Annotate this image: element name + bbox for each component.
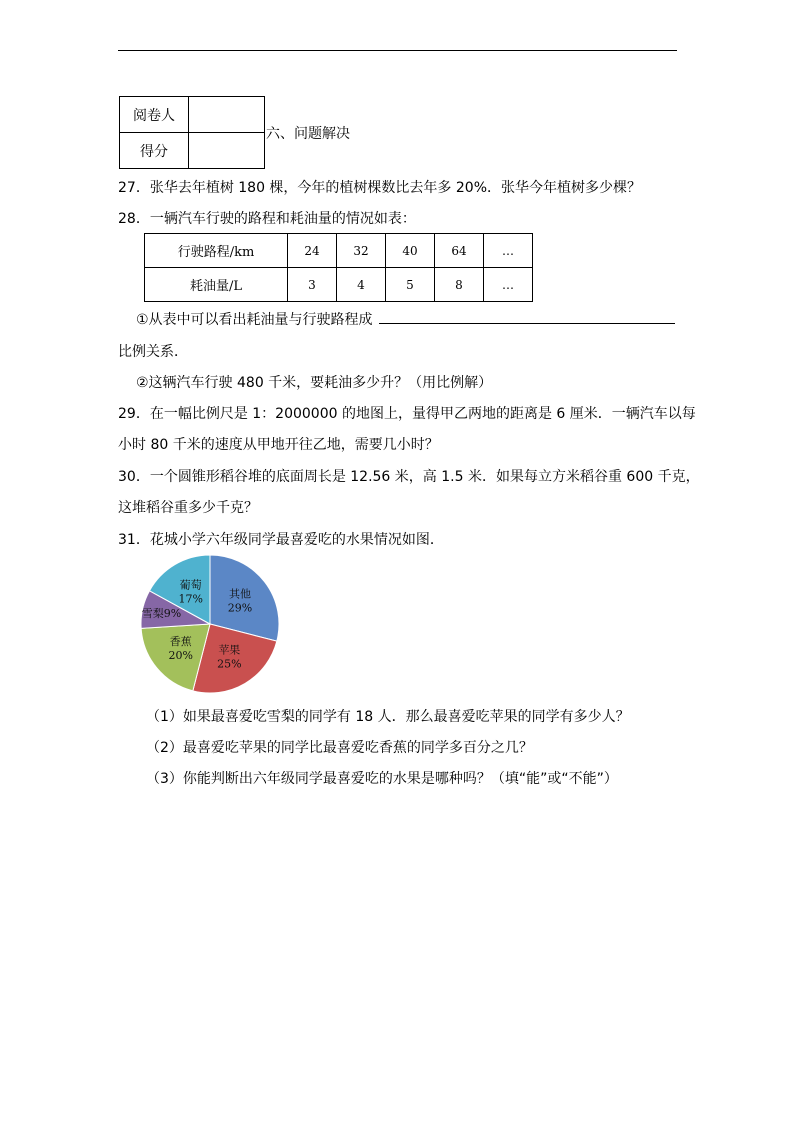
grader-score-table [119,96,265,169]
pie-value-2: 20% [168,649,193,663]
row-header-fuel: 耗油量/L [145,268,288,302]
fruit-pie-chart [140,555,284,697]
question-27: 27．张华去年植树 180 棵，今年的植树棵数比去年多 20%．张华今年植树多少棵？ [118,180,642,196]
pie-label-4: 葡萄 [179,578,202,592]
table-row [145,268,533,302]
table-cell: 32 [337,234,386,268]
question-30-line1: 30．一个圆锥形稻谷堆的底面周长是 12.56 米，高 1.5 米．如果每立方米稻谷重 600 千克， [118,469,700,485]
row-header-distance: 行驶路程/km [145,234,288,268]
mileage-fuel-table [144,233,533,302]
table-cell: 5 [386,268,435,302]
table-cell: 24 [288,234,337,268]
pie-value-4: 17% [178,592,203,606]
question-30-line2: 这堆稻谷重多少千克？ [118,500,258,516]
question-28-sub2: ②这辆汽车行驶 480 千米，要耗油多少升？（用比例解） [136,375,493,391]
question-31-sub1: （1）如果最喜爱吃雪梨的同学有 18 人．那么最喜爱吃苹果的同学有多少人？ [146,709,630,725]
pie-label-3: 雪梨9% [141,607,182,621]
question-31-sub2: （2）最喜爱吃苹果的同学比最喜爱吃香蕉的同学多百分之几？ [146,740,533,756]
table-cell: … [484,268,533,302]
table-row [145,234,533,268]
table-cell: 40 [386,234,435,268]
pie-value-1: 25% [217,657,242,671]
pie-label-1: 苹果 [218,643,241,657]
grader-label: 阅卷人 [120,97,189,133]
question-29-line1: 29．在一幅比例尺是 1：2000000 的地图上，量得甲乙两地的距离是 6 厘米．一辆汽车以每 [118,406,696,422]
question-28-sub1-line2: 比例关系． [118,344,188,360]
table-cell: 64 [435,234,484,268]
pie-label-2: 香蕉 [169,635,192,649]
section-title: 六、问题解决 [266,126,350,142]
header-rule [118,50,677,51]
question-31: 31．花城小学六年级同学最喜爱吃的水果情况如图． [118,532,444,548]
table-cell: 3 [288,268,337,302]
answer-blank[interactable] [379,323,675,324]
score-label: 得分 [120,133,189,169]
grader-value[interactable] [189,97,265,133]
pie-value-0: 29% [227,601,253,615]
question-29-line2: 小时 80 千米的速度从甲地开往乙地，需要几小时？ [118,437,439,453]
score-value[interactable] [189,133,265,169]
pie-label-0: 其他 [228,587,251,601]
question-28-sub1-line1: ①从表中可以看出耗油量与行驶路程成 [136,312,373,328]
question-28: 28．一辆汽车行驶的路程和耗油量的情况如表： [118,211,416,227]
question-31-sub3: （3）你能判断出六年级同学最喜爱吃的水果是哪种吗？（填“能”或“不能”） [146,771,618,787]
table-cell: 4 [337,268,386,302]
table-cell: 8 [435,268,484,302]
table-cell: … [484,234,533,268]
